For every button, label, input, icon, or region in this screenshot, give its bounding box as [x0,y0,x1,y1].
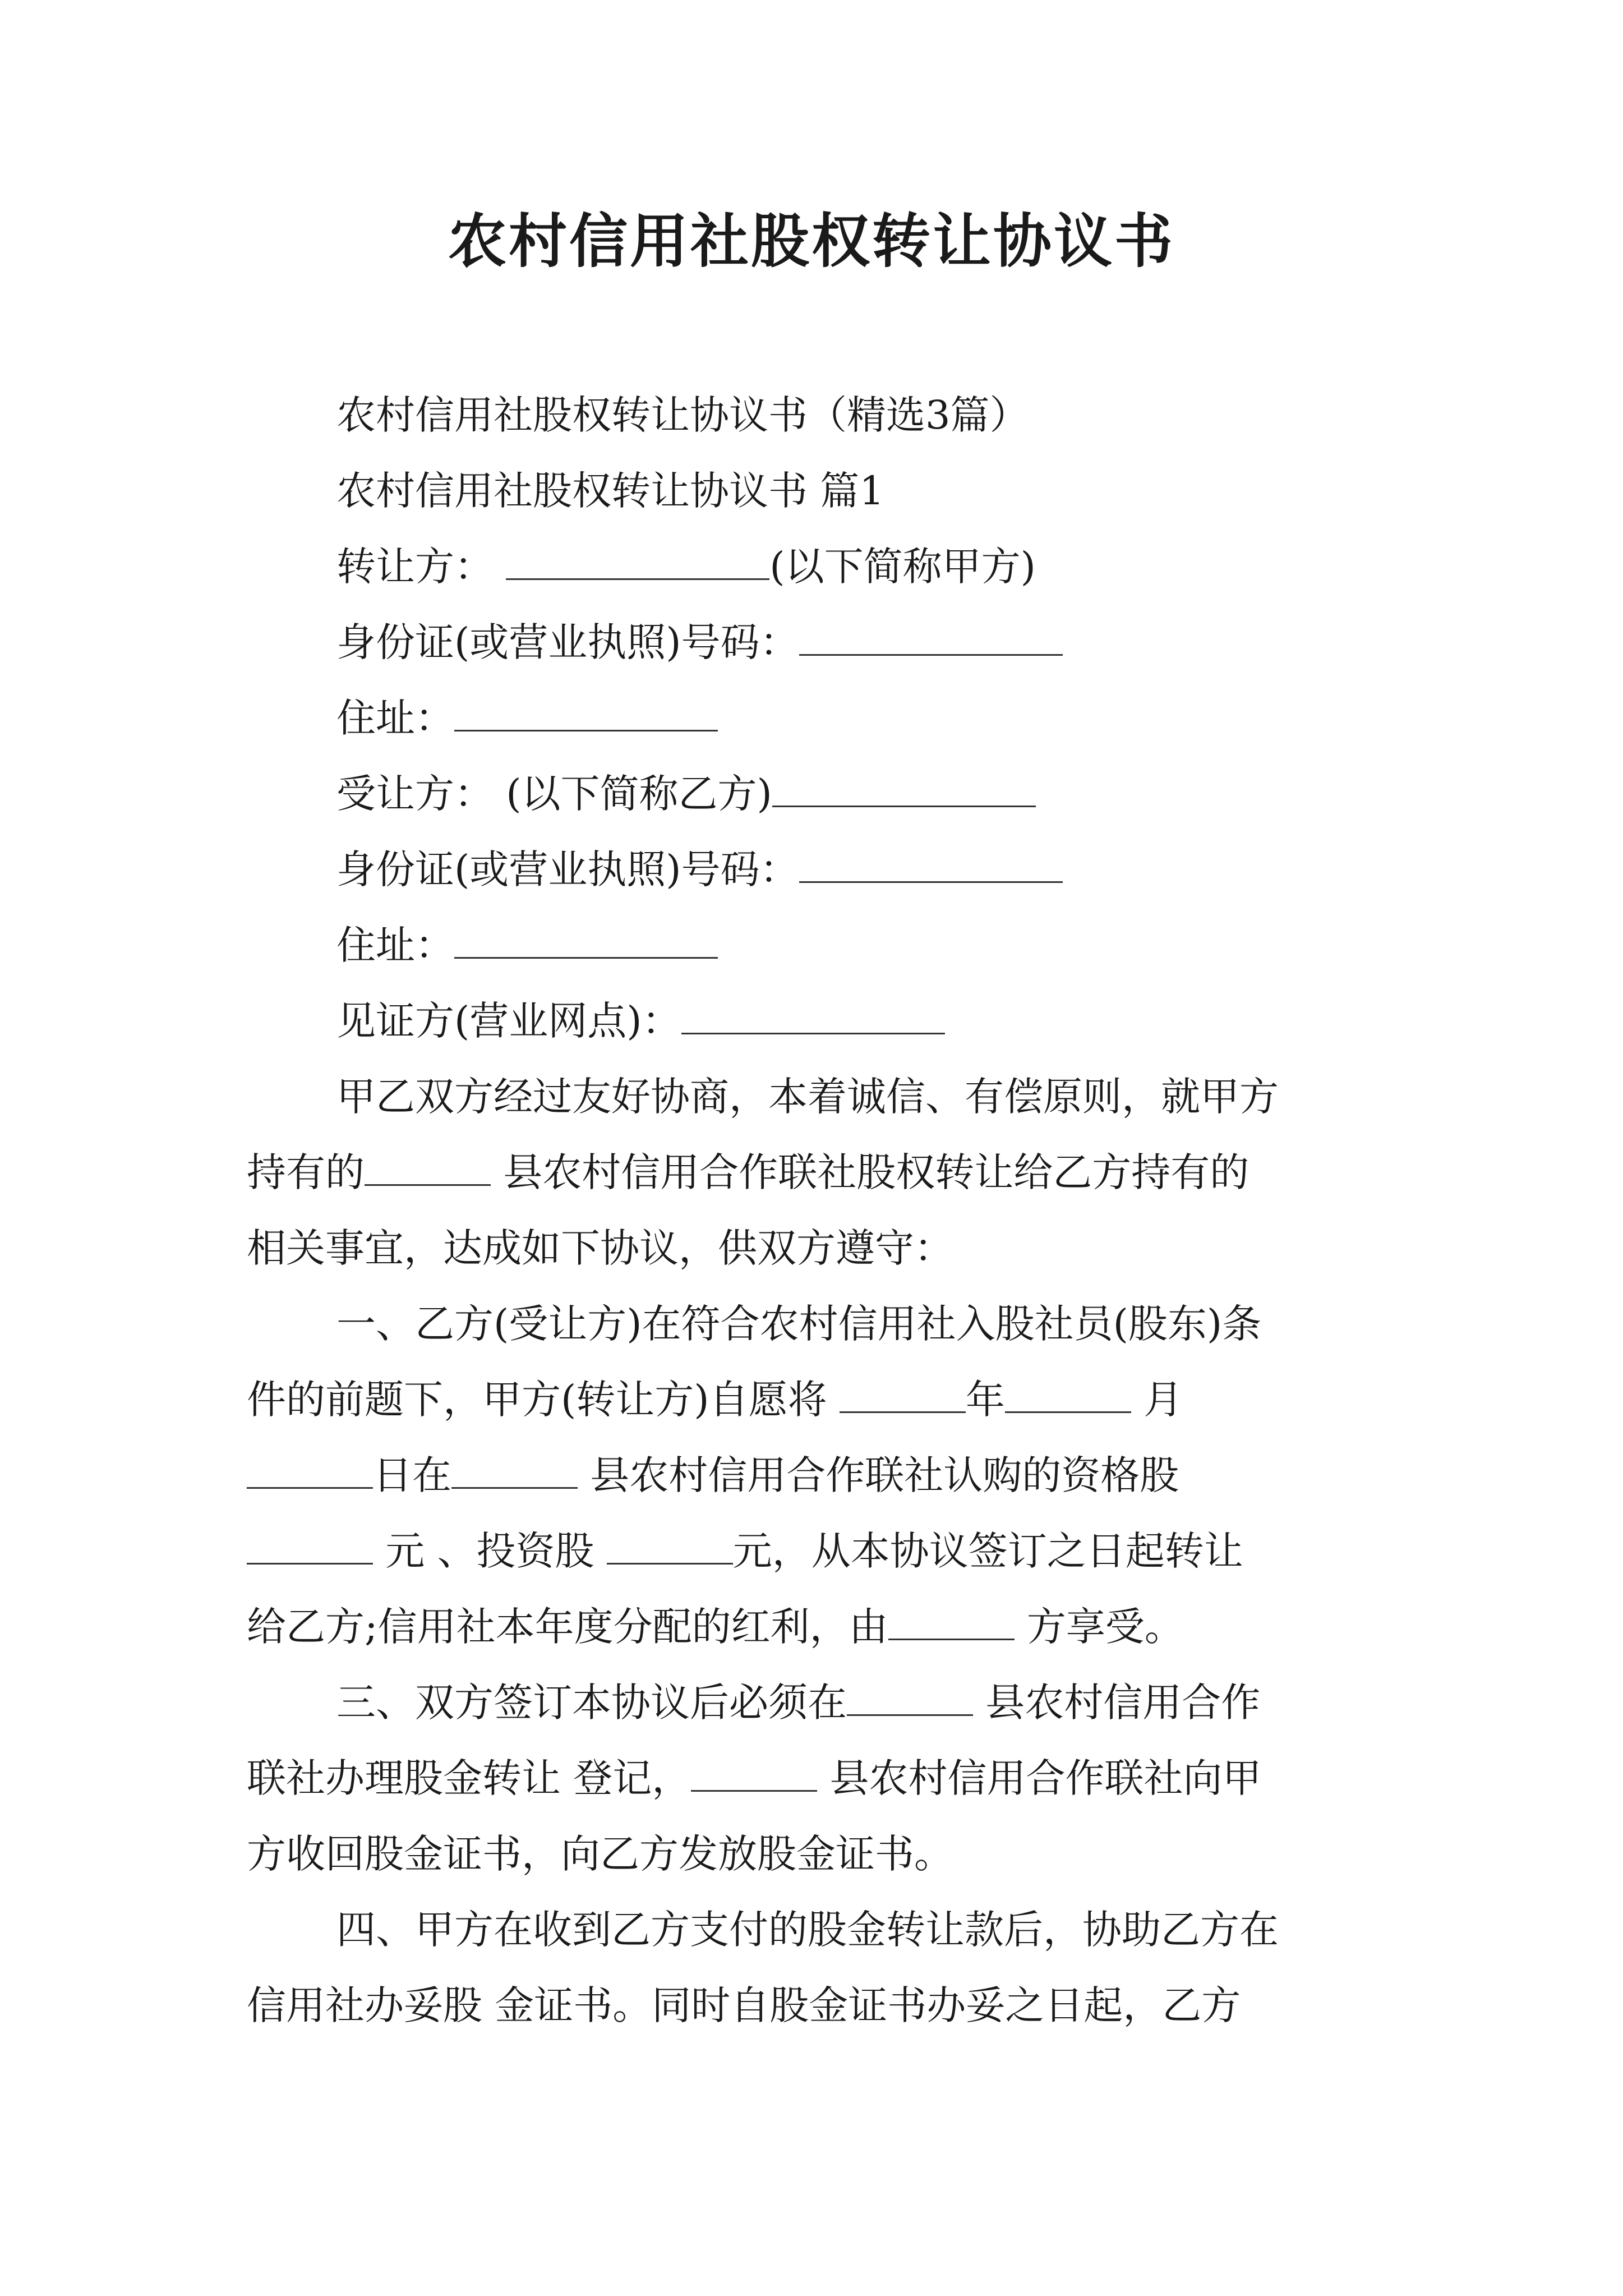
transferor-label: 转让方： [336,544,494,590]
transferee-id-label: 身份证(或营业执照)号码： [336,846,799,892]
clause1-text-b: 县农村信用合作联社认购的资格股 [578,1452,1179,1498]
clause1-year-label: 年 [965,1377,1005,1423]
transferor-address-label: 住址： [336,695,454,741]
clause1-text-d: 元，从本协议签订之日起转让 [732,1528,1243,1574]
document-title: 农村信用社股权转让协议书 [448,207,1175,275]
clause1-text-a: 件的前题下，甲方(转让方)自愿将 [247,1377,840,1423]
clause1-text-c: 元 、投资股 [373,1528,607,1574]
transferor-address-line [336,690,1472,746]
clause1-line-4 [247,1523,1382,1579]
clause1-day-label: 日在 [373,1452,451,1498]
clause3-line-1 [336,1674,1472,1731]
clause1-line-1: 一、乙方(受让方)在符合农村信用社入股社员(股东)条 [336,1301,1262,1347]
clause3-county-blank [847,1677,973,1716]
clause1-line-3 [247,1447,1382,1503]
clause3-text-c: 联社办理股金转让 登记， [247,1755,691,1801]
transferor-id-line [336,614,1472,670]
transferor-id-blank [799,617,1063,656]
clause4-line-1: 四、甲方在收到乙方支付的股金转让款后，协助乙方在 [336,1907,1279,1953]
clause1-investment-blank [607,1526,733,1565]
clause3-text-d: 县农村信用合作联社向甲 [817,1755,1262,1801]
transferee-line [336,766,1472,822]
section-heading: 农村信用社股权转让协议书 篇1 [336,468,884,514]
clause1-party-blank [888,1602,1015,1640]
document-subtitle: 农村信用社股权转让协议书（精选3篇） [336,392,1029,438]
transferor-address-blank [454,693,718,731]
transferor-blank [506,541,769,580]
intro-line-3: 相关事宜，达成如下协议，供双方遵守： [247,1225,953,1271]
clause1-line-2 [247,1372,1382,1428]
clause1-text-e: 给乙方;信用社本年度分配的红利，由 [247,1604,888,1650]
transferor-suffix: (以下简称甲方) [769,544,1036,590]
transferee-address-blank [454,920,718,959]
intro-county-blank [365,1147,491,1186]
transferee-id-line [336,841,1472,898]
clause1-text-f: 方享受。 [1014,1604,1184,1650]
clause3-line-2 [247,1750,1382,1806]
clause1-month-blank [1005,1374,1131,1413]
intro-line-2 [247,1144,1382,1200]
clause1-day-blank [247,1450,373,1489]
clause1-month-label: 月 [1131,1377,1183,1423]
witness-line [336,993,1472,1049]
clause3-county-blank-2 [691,1753,817,1792]
transferee-id-blank [799,844,1063,883]
transferee-address-label: 住址： [336,922,454,968]
clause4-line-2: 信用社办妥股 金证书。同时自股金证书办妥之日起，乙方 [247,1982,1241,2028]
clause1-year-blank [840,1374,966,1413]
clause3-line-3: 方收回股金证书，向乙方发放股金证书。 [247,1831,953,1877]
intro-text-a: 持有的 [247,1149,365,1195]
clause1-line-5 [247,1599,1382,1655]
transferor-line [336,539,1472,595]
transferee-blank [772,769,1036,807]
intro-text-b: 县农村信用合作联社股权转让给乙方持有的 [491,1149,1249,1195]
intro-line-1: 甲乙双方经过友好协商，本着诚信、有偿原则，就甲方 [336,1074,1279,1120]
witness-label: 见证方(营业网点)： [336,998,681,1044]
clause3-text-a: 三、双方签订本协议后必须在 [336,1680,847,1726]
transferee-label: 受让方： (以下简称乙方) [336,771,772,817]
clause1-qualification-blank [247,1526,373,1565]
transferor-id-label: 身份证(或营业执照)号码： [336,619,799,665]
clause3-text-b: 县农村信用合作 [973,1680,1261,1726]
clause1-county-blank [451,1450,578,1489]
witness-blank [681,996,945,1034]
transferee-address-line [336,917,1472,973]
